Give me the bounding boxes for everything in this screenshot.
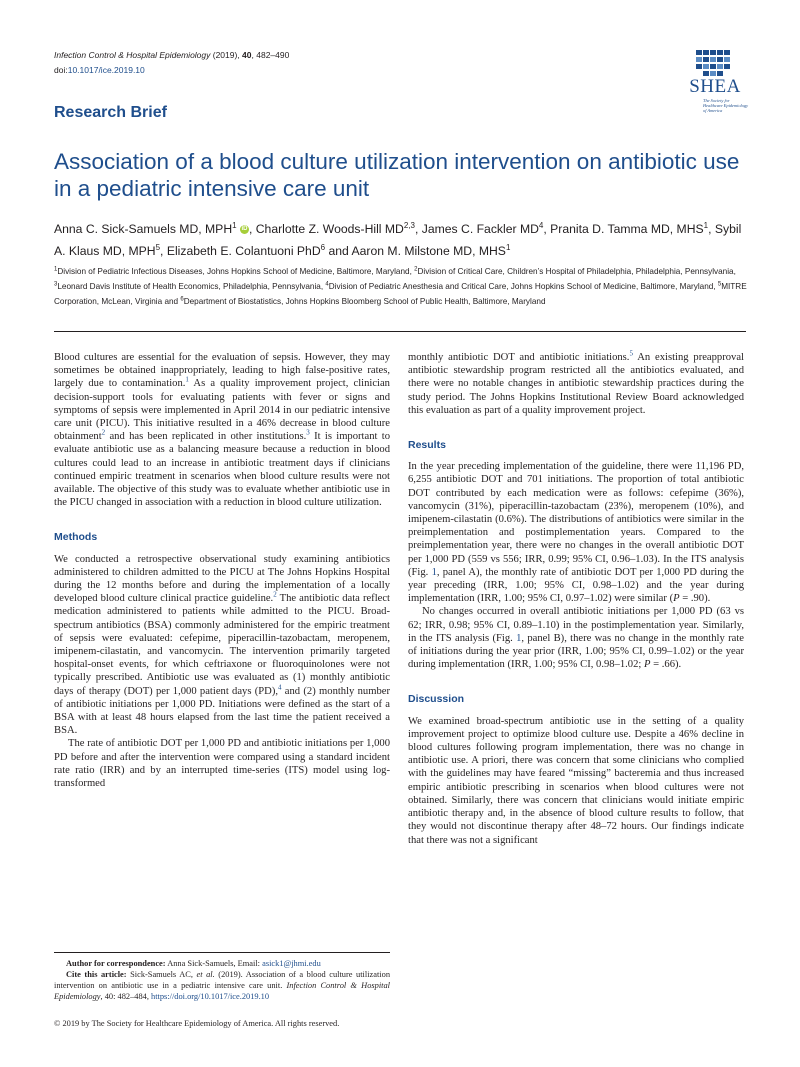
text-run: and has been replicated in other institutions. — [105, 431, 307, 443]
reference-citation-link[interactable]: 1 — [185, 375, 189, 384]
author — [550, 222, 708, 236]
author — [256, 222, 415, 236]
affiliation-number: 3 — [54, 281, 58, 288]
author-name: Charlotte Z. Woods-Hill MD — [255, 222, 404, 236]
author-name: Pranita D. Tamma MD, MHS — [550, 222, 704, 236]
author-separator: , — [160, 244, 167, 258]
results-paragraph-2 — [408, 605, 744, 671]
affiliation-text: Division of Critical Care, Children’s Hospital of Philadelphia, Philadelphia, Pennsylvania, — [417, 267, 736, 276]
author-separator: , — [543, 222, 551, 236]
text-run: = .66). — [650, 659, 682, 671]
text-run: We conducted a retrospective observational study examining antibiotics administered to children admitted to the PICU at The Johns Hopkins Hospital during the 12 months before and during the implementation of a locally developed blood culture clinical practice guideline. — [54, 553, 390, 605]
affiliation-text: Division of Pediatric Infectious Diseases, Johns Hopkins School of Medicine, Baltimore, Maryland, — [57, 267, 415, 276]
affiliation-number: 4 — [325, 281, 329, 288]
affiliation-number: 6 — [180, 296, 184, 303]
reference-citation-link[interactable]: 5 — [629, 349, 633, 358]
affiliation-number: 5 — [717, 281, 722, 288]
author-name: James C. Fackler MD — [421, 222, 539, 236]
discussion-heading: Discussion — [408, 693, 465, 706]
correspondence-name: Anna Sick-Samuels, Email: — [165, 959, 263, 968]
author — [54, 222, 249, 236]
author-name: Anna C. Sick-Samuels MD, MPH — [54, 222, 233, 236]
methods-continued-paragraph — [408, 351, 744, 417]
text-run: The antibiotic data reflect medication administered to patients while admitted to the PICU. Broad-spectrum antibiotics (BSA) commonly administered for the empiric treatment of sepsis were evaluated: cefepime, piperacillin-tazobactam, meropenem, imipenem-cilastatin, and vancomycin. The intervention primarily targeted hospital-onset events, for which ceftriaxone or fluoroquinolones were not typically prescribed. Antibiotic use was evaluated as (1) monthly antibiotic days of therapy (DOT) per 1,000 patient days (PD), — [54, 593, 390, 697]
text-run: and (2) monthly number of antibiotic initiations per 1,000 PD. Initiations were defined as the start of a BSA with at least 48 hours elapsed from the last time the patient received a BSA. — [54, 685, 390, 737]
reference-citation-link[interactable]: 3 — [306, 428, 310, 437]
shea-logo-word: SHEA — [689, 76, 741, 97]
text-run: monthly antibiotic DOT and antibiotic initiations. — [408, 352, 630, 363]
author-and: and — [325, 244, 352, 258]
author — [422, 222, 544, 236]
methods-paragraph-1 — [54, 553, 390, 738]
cite-text-3: , 40: 482–484, — [100, 992, 152, 1001]
shea-logo-grid-icon — [696, 50, 730, 76]
author — [352, 244, 511, 258]
text-run: Blood cultures are essential for the evaluation of sepsis. However, they may sometimes be obtained inappropriately, leading to high false-positive rates, largely due to contamination. — [54, 352, 390, 390]
section-label: Research Brief — [54, 104, 167, 121]
text-run: = .90). — [679, 593, 711, 605]
journal-volume: 40 — [242, 50, 252, 60]
journal-pages: , 482–490 — [251, 50, 290, 60]
affiliation-text: Leonard Davis Institute of Health Economics, Philadelphia, Pennsylvania, — [57, 282, 326, 291]
author-list — [54, 218, 754, 262]
author — [167, 244, 325, 258]
article-title: Association of a blood culture utilization intervention on antibiotic use in a pediatric intensive care unit — [54, 149, 740, 201]
reference-citation-link[interactable]: 2 — [273, 590, 277, 599]
affiliation-text: Department of Biostatistics, Johns Hopkins Bloomberg School of Public Health, Baltimore, Maryland — [183, 297, 546, 306]
results-heading: Results — [408, 439, 446, 452]
text-run: It is important to evaluate antibiotic use as a balancing measure because a reduction in blood cultures could lead to an increase in antibiotic treatment days if clinicians continued empiric treatment in scenarios when blood culture results were not available. The objective of this study was to evaluate whether antibiotic use in the PICU changed in association with a reduction in blood culture utilization. — [54, 431, 390, 509]
text-run: No changes occurred in overall antibiotic initiations per 1,000 PD (63 vs 62; IRR, 0.98; 95% CI, 0.89–1.10) in the postimplementation year. Similarly, in the ITS analysis (Fig. — [408, 606, 744, 644]
right-column — [408, 351, 744, 847]
text-run: , panel A), the monthly rate of antibiotic DOT per 1,000 PD during the year preceding (IRR, 1.00; 95% CI, 0.98–1.02) and the year during implementation (IRR, 1.00; 95% CI, 0.97–1.02) were similar ( — [408, 566, 744, 605]
cite-doi-link[interactable]: https://doi.org/10.1017/ice.2019.10 — [151, 992, 270, 1001]
correspondence-note — [54, 958, 390, 969]
cite-etal: et al. — [196, 970, 215, 979]
cite-text-2: (2019). Association of a blood culture utilization intervention on antibiotic use in a pediatric intensive care unit. — [54, 970, 391, 990]
reference-citation-link[interactable]: 4 — [278, 683, 282, 692]
affiliations — [54, 264, 754, 309]
cite-note — [54, 969, 390, 1002]
text-run: In the year preceding implementation of the guideline, there were 11,196 PD, 6,255 antibiotic DOT and 701 initiations. The proportion of total antibiotic DOT contributed by each medication were as follows: cefepime (36%), vancomycin (31%), piperacillin-tazobactam (23%), meropenem (10%), and imipenem-cilastatin (0.6%). The distributions of antibiotics were similar in the preimplementation and postimplementation years. Compared to the preimplementation year, there were no changes in the overall antibiotic DOT per 1,000 PD (559 vs 556; IRR, 0.99; 95% CI, 0.96–1.03). In the ITS analysis (Fig. — [408, 461, 744, 578]
correspondence-email-link[interactable]: asick1@jhmi.edu — [262, 959, 321, 968]
text-run: The rate of antibiotic DOT per 1,000 PD and antibiotic initiations per 1,000 PD before and after the intervention were compared using a standard incident rate ratio (IRR) and by an interrupted time-series (ITS) model using log-transformed — [54, 738, 390, 790]
text-run: , panel B), there was no change in the monthly rate of initiations during the year prior (IRR, 1.00; 95% CI, 0.99–1.02) or the year during implementation (IRR, 1.00; 95% CI, 0.98–1.02; — [408, 632, 744, 671]
methods-heading: Methods — [54, 531, 98, 544]
footnote-divider — [54, 952, 390, 953]
shea-logo — [683, 50, 749, 113]
copyright-notice: © 2019 by The Society for Healthcare Epidemiology of America. All rights reserved. — [54, 1019, 340, 1028]
author-separator: , — [708, 222, 715, 236]
intro-paragraph — [54, 351, 390, 509]
doi-link[interactable]: 10.1017/ice.2019.10 — [67, 65, 145, 75]
journal-name: Infection Control & Hospital Epidemiology — [54, 50, 211, 60]
affiliation-number: 2 — [414, 266, 418, 273]
cite-journal: Infection Control & Hospital Epidemiology — [54, 981, 390, 1001]
author-affiliation-marker: 4 — [538, 220, 544, 230]
author-name: Aaron M. Milstone MD, MHS — [351, 244, 506, 258]
affiliation-text: MITRE Corporation, McLean, Virginia and — [54, 282, 747, 306]
journal-citation-header — [54, 48, 289, 78]
reference-citation-link[interactable]: 2 — [101, 428, 106, 437]
cite-text-1: Sick-Samuels AC, — [126, 970, 197, 979]
orcid-icon[interactable]: iD — [241, 226, 248, 233]
text-run: An existing preapproval antibiotic stewardship program restricted all the antibiotics evaluated, and there were no notable changes in antibiotic stewardship practices during the study period. The Johns Hopkins Institutional Review Board acknowledged this evaluation as part of a quality improvement project. — [408, 352, 744, 416]
doi-prefix: doi: — [54, 65, 68, 75]
author-affiliation-marker: 1 — [505, 242, 511, 252]
author-affiliation-marker: 2,3 — [403, 220, 415, 230]
footnotes — [54, 958, 390, 1002]
discussion-paragraph-1 — [408, 715, 744, 847]
left-column — [54, 351, 390, 790]
affiliation-number: 1 — [54, 266, 58, 273]
methods-paragraph-2 — [54, 737, 390, 790]
text-run: As a quality improvement project, clinician decision-support tools for evaluating patients with fever or signs and symptoms of sepsis were implemented in April 2014 in our pediatric intensive care unit (PICU). This initiative resulted in a 46% decrease in blood culture obtainment — [54, 378, 390, 443]
author-affiliation-marker: 1 — [703, 220, 709, 230]
figure-reference-link[interactable]: 1 — [431, 566, 437, 578]
shea-logo-tagline: The Society for Healthcare Epidemiology of America — [703, 98, 749, 113]
text-run: We examined broad-spectrum antibiotic use in the setting of a quality improvement project to optimize blood culture use. Despite a 46% decline in blood cultures following program implementation, there was no change in antibiotic use. A priori, there was concern that some clinicians who complied with the guidelines may have feared “missing” bacteremia and thus increased empiric antibiotic prescribing in scenarios when blood cultures were not obtained. Similarly, there was concern that clinicians would initiate empiric antibiotic therapy and, in the absence of blood culture results to follow, that they would not discontinue therapy after 48–72 hours. Our findings indicate that there was not a significant — [408, 715, 744, 846]
affiliation-text: Division of Pediatric Anesthesia and Critical Care, Johns Hopkins School of Medicine, Baltimore, Maryland, — [328, 282, 718, 291]
doi-line — [54, 63, 289, 78]
correspondence-label: Author for correspondence: — [66, 959, 166, 968]
author-name: Elizabeth E. Colantuoni PhD — [166, 244, 321, 258]
cite-label: Cite this article: — [66, 970, 127, 979]
author-affiliation-marker: 1 — [232, 220, 237, 230]
results-paragraph-1 — [408, 460, 744, 605]
author-affiliation-marker: 6 — [320, 242, 326, 252]
figure-reference-link[interactable]: 1 — [516, 632, 522, 644]
journal-year: (2019), — [210, 50, 243, 60]
author-name: Sybil A. Klaus MD, MPH — [54, 222, 742, 258]
author-affiliation-marker: 5 — [155, 242, 161, 252]
author-separator: , — [414, 222, 422, 236]
author-separator: , — [248, 222, 256, 236]
italic-run: P — [673, 593, 680, 605]
italic-run: P — [644, 659, 651, 671]
journal-line — [54, 48, 289, 63]
header-divider — [54, 331, 746, 332]
